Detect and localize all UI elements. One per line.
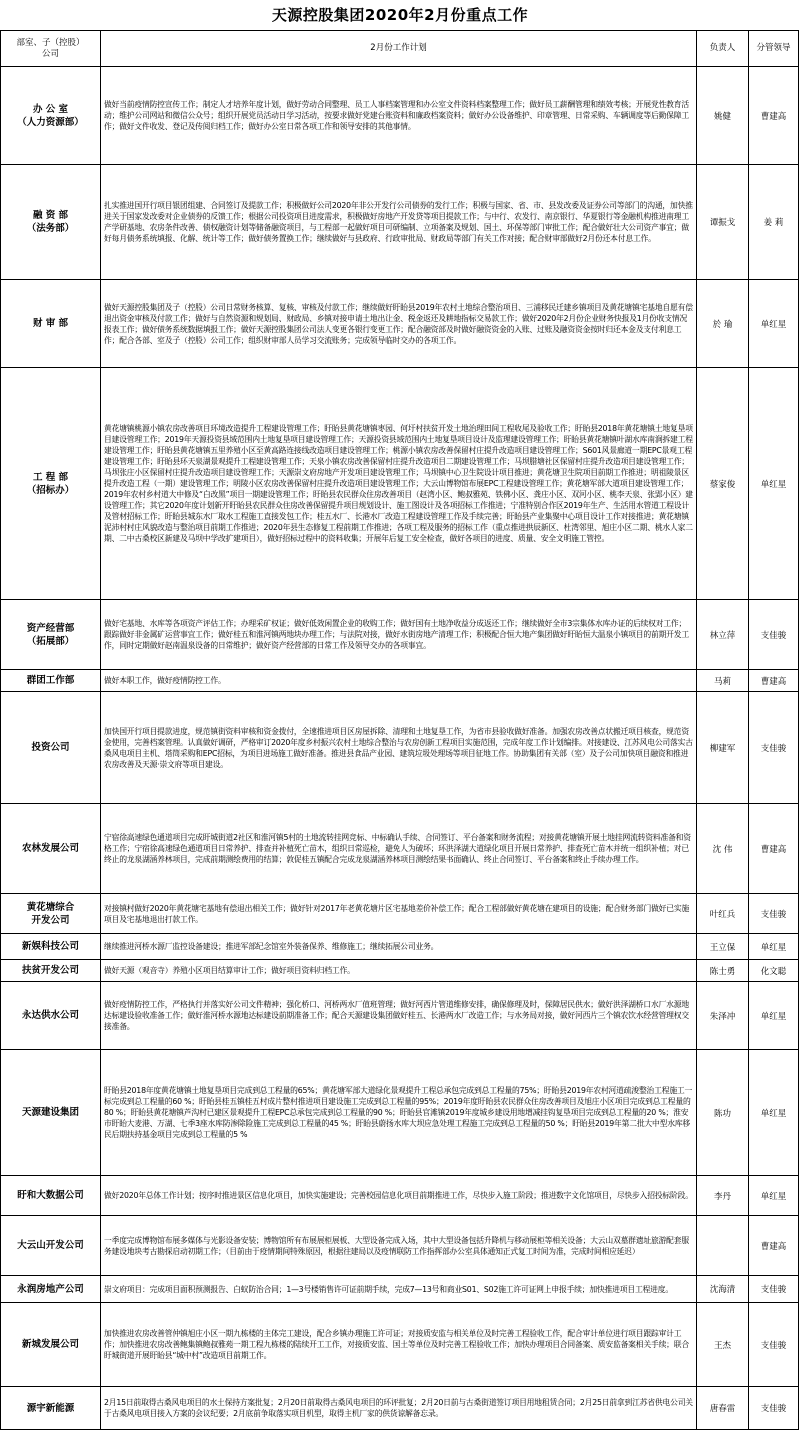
dept-name-line: 投资公司 <box>31 742 70 753</box>
dept-cell <box>1 1303 101 1387</box>
person-cell: 陈功 <box>697 1050 749 1176</box>
header-dept-line1: 部室、子（控股） <box>16 37 85 48</box>
dept-name-line: 办 公 室 <box>32 103 69 115</box>
table-row <box>1 1216 799 1276</box>
table-header-row <box>1 31 799 67</box>
leader-cell: 曹建高 <box>749 670 799 692</box>
dept-name-line: 财 审 部 <box>32 318 69 329</box>
header-leader: 分管领导 <box>749 31 799 67</box>
leader-cell: 曹建高 <box>749 67 799 165</box>
dept-name-line: 新城发展公司 <box>21 1339 79 1350</box>
person-cell: 王杰 <box>697 1303 749 1387</box>
dept-cell <box>1 894 101 934</box>
plan-cell: 做好本职工作，做好疫情防控工作。 <box>101 670 697 692</box>
dept-name-line: 工 程 部 <box>32 471 69 483</box>
leader-cell: 曹建高 <box>749 804 799 894</box>
table-row <box>1 894 799 934</box>
leader-cell: 支佳骏 <box>749 1276 799 1303</box>
dept-name-line: 源宇新能源 <box>26 1402 75 1414</box>
work-plan-table <box>0 30 799 1430</box>
table-row <box>1 982 799 1050</box>
dept-name-line: （拓展部） <box>26 635 75 647</box>
leader-cell: 支佳骏 <box>749 1387 799 1430</box>
leader-cell: 化文聪 <box>749 960 799 982</box>
table-row <box>1 1276 799 1303</box>
dept-cell <box>1 1050 101 1176</box>
person-cell: 姚健 <box>697 67 749 165</box>
person-cell: 叶红兵 <box>697 894 749 934</box>
table-row <box>1 670 799 692</box>
person-cell: 陈士勇 <box>697 960 749 982</box>
dept-cell <box>1 692 101 804</box>
header-person: 负责人 <box>697 31 749 67</box>
plan-cell: 对接镇村做好2020年黄花塘宅基地有偿退出相关工作；做好针对2017年老黄花塘片区宅基地差价补偿工作；配合工程部做好黄花塘在建项目的设施；配合财务部门做好已实施项目及宅基地退出打款工作。 <box>101 894 697 934</box>
plan-cell: 崇文府项目：完成项目面积预测报告、白蚁防治合同；1—3号楼销售许可证前期手续，完成7—13号和商业S01、S02施工许可证网上申报手续；加快推进项目工程进度。 <box>101 1276 697 1303</box>
dept-cell <box>1 934 101 960</box>
dept-cell <box>1 280 101 368</box>
dept-name-line: 天源建设集团 <box>21 1107 79 1118</box>
header-plan: 2月份工作计划 <box>101 31 697 67</box>
dept-cell <box>1 600 101 670</box>
leader-cell: 单红星 <box>749 982 799 1050</box>
plan-cell: 一季度完成博物馆布展多媒体与光影设备安装；博物馆所有布展展柜展板、大型设备完成入场，其中大型设备包括升降机与移动展柜等相关设备；大云山双墓群遗址旅游配套服务建设地块考古勘探启动初期工作；（目前由于疫情期间特殊原因，根据往建局以及疫情联防工作指挥部办公室具体通知正式复工时间为准，完成时间相应延迟） <box>101 1216 697 1276</box>
plan-cell: 做好疫情防控工作，严格执行并落实好公司文件精神；强化桥口、河桥两水厂值班管理；做好河西片管道维修安排，确保修理及时，保障居民供水；做好洪泽湖桥口水厂水源地达标建设验收准备工作；做好淮河桥水源地达标建设前期准备工作；配合天源建设集团做好桂五、长港两水厂改造工作；与水务局对接，做好河西片三个镇农饮水经营管理权交接准备。 <box>101 982 697 1050</box>
table-row <box>1 165 799 280</box>
table-row <box>1 280 799 368</box>
table-row <box>1 960 799 982</box>
table-row <box>1 1050 799 1176</box>
person-cell: 於 瑜 <box>697 280 749 368</box>
leader-cell: 支佳骏 <box>749 600 799 670</box>
dept-name-line: 农林发展公司 <box>21 843 79 854</box>
dept-name-line: （招标办） <box>26 484 75 496</box>
dept-cell <box>1 1176 101 1216</box>
leader-cell: 单红星 <box>749 934 799 960</box>
plan-cell: 2月15日前取得古桑风电项目的水土保持方案批复；2月20日前取得古桑风电项目的环评批复；2月20日前与古桑街道签订项目用地租赁合同；2月25日前拿到江苏省供电公司关于古桑风电项目接入方案的会议纪要；2月底前争取落实项目机型，取得主机厂家的供货谅解备忘录。 <box>101 1387 697 1430</box>
dept-cell <box>1 165 101 280</box>
leader-cell: 支佳骏 <box>749 894 799 934</box>
dept-name-line: 资产经营部 <box>26 622 75 634</box>
dept-name-line: 永润房地产公司 <box>17 1283 84 1295</box>
leader-cell: 姜 莉 <box>749 165 799 280</box>
plan-cell: 做好天源（观音寺）养殖小区项目结算审计工作；做好项目资料归档工作。 <box>101 960 697 982</box>
header-dept <box>1 31 101 67</box>
dept-name-line: 黄花塘综合 <box>26 901 75 913</box>
dept-name-line: （法务部） <box>26 223 75 234</box>
dept-cell <box>1 670 101 692</box>
table-row <box>1 1387 799 1430</box>
person-cell: 沈海清 <box>697 1276 749 1303</box>
plan-cell: 做好天源控股集团及子（控股）公司日常财务核算、复核、审核及付款工作；继续做好盱眙县2019年农村土地综合整治项目、三浦移民迁建乡镇项目及黄花塘镇宅基地自愿有偿退出资金审核及付款工作；做好与自然资源和规划局、财政局、乡镇对接申请土地出让金、税金返还及耕地指标交易款工作；做好2020年2月份企业财务快报及1月份收支情况报表工作；做好债务系统数据填报工作；做好天源控股集团公司法人变更各银行变更工作；配合融资部及时做好融资资金的入账、过账及融资资金按时归还本金及支付利息工作；配合各部、室及子（控股）公司工作；组织财审部人员学习交流账务；完成领导临时交办的各项工作。 <box>101 280 697 368</box>
dept-name-line: 大云山开发公司 <box>17 1240 84 1251</box>
dept-name-line: 永达供水公司 <box>21 1010 79 1021</box>
person-cell: 王立保 <box>697 934 749 960</box>
person-cell: 谭振戈 <box>697 165 749 280</box>
dept-name-line: 新娱科技公司 <box>21 941 79 952</box>
table-row <box>1 692 799 804</box>
person-cell: 唐春雷 <box>697 1387 749 1430</box>
leader-cell: 单红星 <box>749 280 799 368</box>
person-cell: 林立萍 <box>697 600 749 670</box>
dept-cell <box>1 1216 101 1276</box>
plan-cell: 继续推进河桥水源厂监控设备建设；推进军部纪念馆室外装备保养、维修施工；继续拓展公司业务。 <box>101 934 697 960</box>
dept-cell <box>1 804 101 894</box>
plan-cell: 黄花塘镇桃源小镇农房改善项目环境改造提升工程建设管理工作；盱眙县黄花塘镇枣园、何圩村扶贫开发土地治理田间工程收尾及验收工作；盱眙县2018年黄花塘镇土地复垦项目建设管理工作；2019年天源投资县域范围内土地复垦项目建设管理工作；天源投资县域范围内土地复垦项目设计及监理建设管理工作；盱眙县黄花塘镇叶湖水库南涧拆建工程建设管理工作；盱眙县黄花塘镇五里养殖小区至黄高路连接线改造项目建设管理工作；桃源小镇农房改善保留村庄提升改造项目建设管理工作；S601风景廊道一期EPC景观工程建设管理工作；盱眙县环天泉湖景观提升工程建设管理工作；天泉小镇农房改善保留村庄提升改造项目二期建设管理工作；马坝腊塘社区保留村庄提升改造项目建设管理工作；马坝张庄小区保留村庄提升改造项目建设管理工作；天源崇文府房地产开发项目建设管理工作；马坝镇中心卫生院设计项目推进；黄花塘卫生院项目前期工作推进；明祖陵景区提升改造工程（一期）建设管理工作；明陵小区农房改善保留村庄提升改造项目建设管理工作；大云山博物馆布展EPC工程建设管理工作；黄花塘军部大道项目建设管理工作；2019年农村乡村道大中修及“白改黑”项目一期建设管理工作；盱眙县农民群众住房改善项目（赵湾小区、鲍叔雅苑、铁佛小区、龚庄小区、双河小区、桃李天泉、张郢小区）建设管理工作；其它2020年度计划新开盱眙县农民群众住房改善保留提升项目规划设计、施工图设计及各项招标工作推进；宁准特别合作区2019年生产、生活用水管道工程设计及管材招标工作；盱眙县城东水厂取水工程施工直接发包工作；桂五水厂、长港水厂改造工程建设管理工作及手续完善；盱眙县产业集聚中心项目设计工作对接推进；黄花塘镇泥沛村村庄风貌改造与整治项目前期工作推进；2020年县生态修复工程前期工作推进；各项工程及服务的招标工作（重点推进拱辰新区、杜湾邻里、旭庄小区二期、桃水人家二期、二中古桑校区新建及马坝中学改扩建项目），做好招标过程中的资料收集；开展年后复工安全检查，做好各项目的进度、质量、安全文明施工管控。 <box>101 368 697 600</box>
leader-cell: 支佳骏 <box>749 1303 799 1387</box>
dept-name-line: （人力资源部） <box>17 116 84 128</box>
dept-cell <box>1 368 101 600</box>
person-cell: 柳建军 <box>697 692 749 804</box>
dept-name-line: 扶贫开发公司 <box>21 965 79 976</box>
dept-cell <box>1 67 101 165</box>
dept-name-line: 群团工作部 <box>26 675 75 686</box>
dept-name-line: 融 资 部 <box>32 210 69 221</box>
table-row <box>1 368 799 600</box>
plan-cell: 做好当前疫情防控宣传工作；制定人才培养年度计划，做好劳动合同整理、员工人事档案管理和办公室文件资料档案整理工作；做好员工薪酬管理和绩效考核；开展党性教育活动；维护公司网站和微信公众号；组织开展党员活动日学习活动，按要求做好党建台账资料和廉政档案资料；做好办公设备维护、印章管理、日常采购、车辆调度等后勤保障工作；做好文件收发、登记及传阅归档工作；做好办公室日常各项工作和领导安排的其他事情。 <box>101 67 697 165</box>
dept-cell <box>1 960 101 982</box>
plan-cell: 做好2020年总体工作计划；按序时推进景区信息化项目，加快实施建设；完善校园信息化项目前期推进工作，尽快步入施工阶段；推进数字文化馆项目，尽快步入招投标阶段。 <box>101 1176 697 1216</box>
dept-cell <box>1 982 101 1050</box>
dept-name-line: 开发公司 <box>31 914 70 926</box>
leader-cell: 单红星 <box>749 1050 799 1176</box>
person-cell: 朱泽冲 <box>697 982 749 1050</box>
leader-cell: 单红星 <box>749 1176 799 1216</box>
table-row <box>1 1303 799 1387</box>
person-cell: 马莉 <box>697 670 749 692</box>
leader-cell: 支佳骏 <box>749 692 799 804</box>
dept-name-line: 盱和大数据公司 <box>17 1190 84 1201</box>
person-cell: 蔡家俊 <box>697 368 749 600</box>
plan-cell: 加快国开行项目提款进度，规范镇街资料审核和资金拨付，全速推进项目区房屋拆除、清理和土地复垦工作，为省市县验收做好准备。加强农房改善点状搬迁项目核查，规范资金使用，完善档案管理。认真做好调研，严格审订2020年度乡村振兴农村土地综合整治与农房创新工程项目实施范围，完成年度工作计划编排。对接建设、江苏风电公司落实古桑风电项目主机、塔筒采购和EPC招标，为项目进场施工做好准备。推进县食品产业园、建筑垃圾处理场等项目征地工作。协助集团有关部（室）及子公司加快项目融资和推进农房改善及天源·崇文府等项目建设。 <box>101 692 697 804</box>
person-cell <box>697 1216 749 1276</box>
leader-cell: 单红星 <box>749 368 799 600</box>
table-row <box>1 67 799 165</box>
table-row <box>1 1176 799 1216</box>
plan-cell: 宁宿徐高速绿色通道项目完成盱城街道2社区和淮河镇5村的土地流转挂网竞标、中标确认手续、合同签订、平台备案和财务流程；对接黄花塘镇开展土地挂网流转资料准备和资格工作；宁宿徐高速绿色通道项目日常养护、排查并补植死亡苗木，组织日常巡检，避免人为破坏；环洪泽湖大道绿化项目开展日常养护、排查死亡苗木并统一组织补植；对已终止的龙泉湖涵养林项目，完成前期测绘费用的结算；敦促桂五镇配合完成龙泉湖涵养林项目测绘结果书面确认、终止合同签订、平台备案和终止手续办理工作。 <box>101 804 697 894</box>
leader-cell: 曹建高 <box>749 1216 799 1276</box>
person-cell: 李丹 <box>697 1176 749 1216</box>
person-cell: 沈 伟 <box>697 804 749 894</box>
plan-cell: 盱眙县2018年度黄花塘镇土地复垦项目完成到总工程量的65%；黄花塘军部大道绿化景观提升工程总承包完成到总工程量的75%；盱眙县2019年农村河道疏浚整治工程施工一标完成到总工程量的60 %；盱眙县桂五镇桂五村成片整村推进项目建设施工完成到总工程量的95%；2019年度盱眙县农民群众住房改善项目及旭庄小区项目完成到总工程量的80 %；盱眙县黄花塘镇芦沟村已建区景观提升工程EPC总承包完成到总工程量的90 %；盱眙县官滩镇2019年度城乡建设用地增减挂钩复垦项目完成到总工程量的20 %；淮安市盱眙大麦港、万湖、七季3座水库防渗除险施工完成到总工程量的45 %；盱眙县蔚扬水库大坝应急处理工程施工完成到总工程量的50 %；盱眙县2019年第二批大中型水库移民后期扶持基金项目完成到总工程量的5 % <box>101 1050 697 1176</box>
plan-cell: 做好宅基地、水库等各项资产评估工作；办理采矿权证；做好低效闲置企业的收购工作；做好国有土地净收益分成返还工作；继续做好全市3宗集体水库办证的后续权对工作；跟踪做好非金属矿运营事宜工作；做好桂五和淮河镇两地块办理工作；与法院对接，做好水街房地产清理工作；积极配合恒大地产集团做好盱眙恒大温泉小镇项目的前期开发工作，同时定期做好赵南温泉设备的日常维护；做好资产经营部的日常工作及领导交办的各项事宜。 <box>101 600 697 670</box>
table-row <box>1 600 799 670</box>
table-row <box>1 934 799 960</box>
plan-cell: 加快推进农房改善管仲镇旭庄小区一期九栋楼的主体完工建设，配合乡镇办理施工许可证；对接质安监与相关单位及时完善工程验收工作，配合审计单位进行项目跟踪审计工作；加快推进农房改善鲍集镇鲍叔雅苑一期工程九栋楼的陆续开工工作，对接质安监、国土等单位及时完善工程验收工作；加快办理项目合同备案、质安监备案相关手续；联合盱城街道开展盱眙县“城中村”改造项目前期工作。 <box>101 1303 697 1387</box>
plan-cell: 扎实推进国开行项目银团组建、合同签订及提款工作；积极做好公司2020年非公开发行公司债券的发行工作；积极与国家、省、市、县发改委及证券公司等部门的沟通，加快推进关于国家发改委对企业债券的反馈工作；根据公司投资项目进度需求，积极做好房地产开发贷等项目提款工作；与中行、农发行、南京银行、华夏银行等金融机构推进南理工产学研基地、农房条件改善、债权融资计划等储备融资项目，与工程部一起做好项目可研编制、立项备案及规划、国土、环保等部门审批工作；配合做好壮大公司资产事宜；做好每月债务系统填报、化解、统计等工作；做好债务置换工作；继续做好与县政府、行政审批局、财政局等部门有关工作对接；配合财审部做好2月份还本付息工作。 <box>101 165 697 280</box>
dept-cell <box>1 1387 101 1430</box>
document-title: 天源控股集团2020年2月份重点工作 <box>271 6 529 24</box>
header-dept-line2: 公司 <box>41 48 59 59</box>
dept-cell <box>1 1276 101 1303</box>
table-row <box>1 804 799 894</box>
